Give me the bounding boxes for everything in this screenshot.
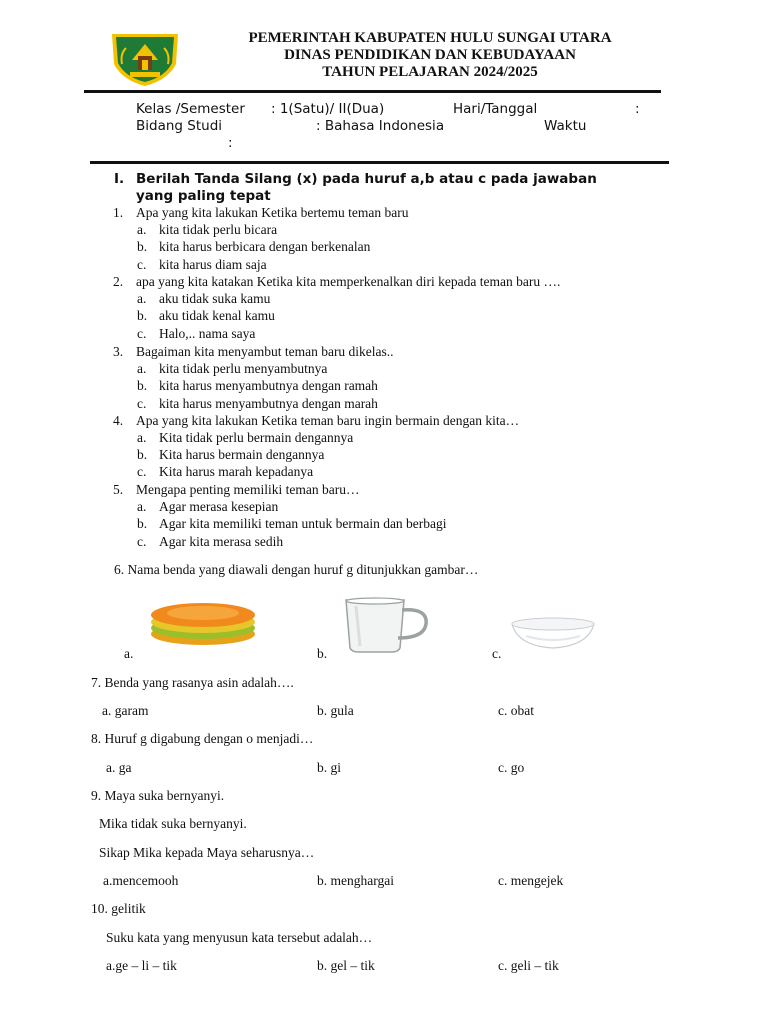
q4-option-b: Kita harus bermain dengannya (159, 447, 325, 462)
q1-text: Apa yang kita lakukan Ketika bertemu teman baru (136, 205, 409, 220)
q3-number: 3. (113, 344, 124, 359)
kelas-value: : 1(Satu)/ II(Dua) (271, 101, 385, 117)
q6-text: 6. Nama benda yang diawali dengan huruf g ditunjukkan gambar… (114, 562, 479, 577)
q4-option-b-label: b. (137, 447, 148, 462)
waktu-colon: : (228, 135, 233, 151)
hari-label: Hari/Tanggal (453, 101, 538, 117)
q3-option-a-label: a. (137, 361, 147, 376)
q9-option-c: c. mengejek (498, 873, 564, 888)
header-line-1: PEMERINTAH KABUPATEN HULU SUNGAI UTARA (248, 30, 612, 46)
q5-option-c-label: c. (137, 534, 147, 549)
section-number: I. (114, 171, 125, 187)
q7-option-c: c. obat (498, 703, 534, 718)
q4-option-a-label: a. (137, 430, 147, 445)
q5-option-a: Agar merasa kesepian (159, 499, 279, 514)
stacked-plates-image (143, 590, 261, 656)
info-divider (90, 161, 669, 164)
q4-option-c: Kita harus marah kepadanya (159, 464, 314, 479)
q7-option-b: b. gula (317, 703, 354, 718)
q9-line-2: Mika tidak suka bernyanyi. (99, 816, 247, 831)
q3-option-a: kita tidak perlu menyambutnya (159, 361, 328, 376)
q10-option-b: b. gel – tik (317, 958, 375, 973)
q3-option-c: kita harus menyambutnya dengan marah (159, 396, 378, 411)
q7-option-a: a. garam (102, 703, 149, 718)
q3-option-b-label: b. (137, 378, 148, 393)
header-line-3: TAHUN PELAJARAN 2024/2025 (322, 64, 538, 80)
q2-text: apa yang kita katakan Ketika kita memperkenalkan diri kepada teman baru …. (136, 274, 561, 289)
q8-option-c: c. go (498, 760, 525, 775)
q5-option-c: Agar kita merasa sedih (159, 534, 284, 549)
q9-text: 9. Maya suka bernyanyi. (91, 788, 225, 803)
q10-option-c: c. geli – tik (498, 958, 559, 973)
q1-option-c: kita harus diam saja (159, 257, 267, 272)
q1-option-b-label: b. (137, 239, 148, 254)
q2-option-a: aku tidak suka kamu (159, 291, 271, 306)
q2-option-b: aku tidak kenal kamu (159, 308, 275, 323)
section-title-cont: yang paling tepat (136, 188, 271, 204)
bidang-value: : Bahasa Indonesia (316, 118, 445, 134)
q9-option-a: a.mencemooh (103, 873, 179, 888)
q5-text: Mengapa penting memiliki teman baru… (136, 482, 360, 497)
q6-option-b: b. (317, 646, 328, 661)
header-divider (84, 90, 661, 93)
glass-cup-image (336, 594, 434, 656)
hari-colon: : (635, 101, 640, 117)
q2-option-a-label: a. (137, 291, 147, 306)
q5-option-a-label: a. (137, 499, 147, 514)
q9-option-b: b. menghargai (317, 873, 394, 888)
q5-option-b-label: b. (137, 516, 148, 531)
q4-number: 4. (113, 413, 124, 428)
q1-number: 1. (113, 205, 124, 220)
q2-option-b-label: b. (137, 308, 148, 323)
q4-option-c-label: c. (137, 464, 147, 479)
q9-line-3: Sikap Mika kepada Maya seharusnya… (99, 845, 315, 860)
q3-option-b: kita harus menyambutnya dengan ramah (159, 378, 378, 393)
kelas-label: Kelas /Semester (136, 101, 245, 117)
q5-option-b: Agar kita memiliki teman untuk bermain dan berbagi (159, 516, 447, 531)
q1-option-c-label: c. (137, 257, 147, 272)
q10-line-2: Suku kata yang menyusun kata tersebut adalah… (106, 930, 373, 945)
q4-text: Apa yang kita lakukan Ketika teman baru ingin bermain dengan kita… (136, 413, 520, 428)
q1-option-a-label: a. (137, 222, 147, 237)
q8-text: 8. Huruf g digabung dengan o menjadi… (91, 731, 314, 746)
white-bowl-image (508, 612, 598, 654)
waktu-label: Waktu (544, 118, 587, 134)
q5-number: 5. (113, 482, 124, 497)
q2-option-c-label: c. (137, 326, 147, 341)
q10-text: 10. gelitik (91, 901, 146, 916)
regency-logo (108, 30, 182, 88)
q3-option-c-label: c. (137, 396, 147, 411)
q6-option-c: c. (492, 646, 502, 661)
q2-number: 2. (113, 274, 124, 289)
q3-text: Bagaiman kita menyambut teman baru dikelas.. (136, 344, 394, 359)
q7-text: 7. Benda yang rasanya asin adalah…. (91, 675, 294, 690)
q10-option-a: a.ge – li – tik (106, 958, 177, 973)
header-line-2: DINAS PENDIDIKAN DAN KEBUDAYAAN (284, 47, 576, 63)
q1-option-a: kita tidak perlu bicara (159, 222, 278, 237)
q2-option-c: Halo,.. nama saya (159, 326, 256, 341)
section-title: Berilah Tanda Silang (x) pada huruf a,b atau c pada jawaban (136, 171, 597, 187)
q4-option-a: Kita tidak perlu bermain dengannya (159, 430, 354, 445)
q8-option-a: a. ga (106, 760, 132, 775)
q8-option-b: b. gi (317, 760, 342, 775)
q6-option-a: a. (124, 646, 134, 661)
bidang-label: Bidang Studi (136, 118, 223, 134)
q1-option-b: kita harus berbicara dengan berkenalan (159, 239, 371, 254)
